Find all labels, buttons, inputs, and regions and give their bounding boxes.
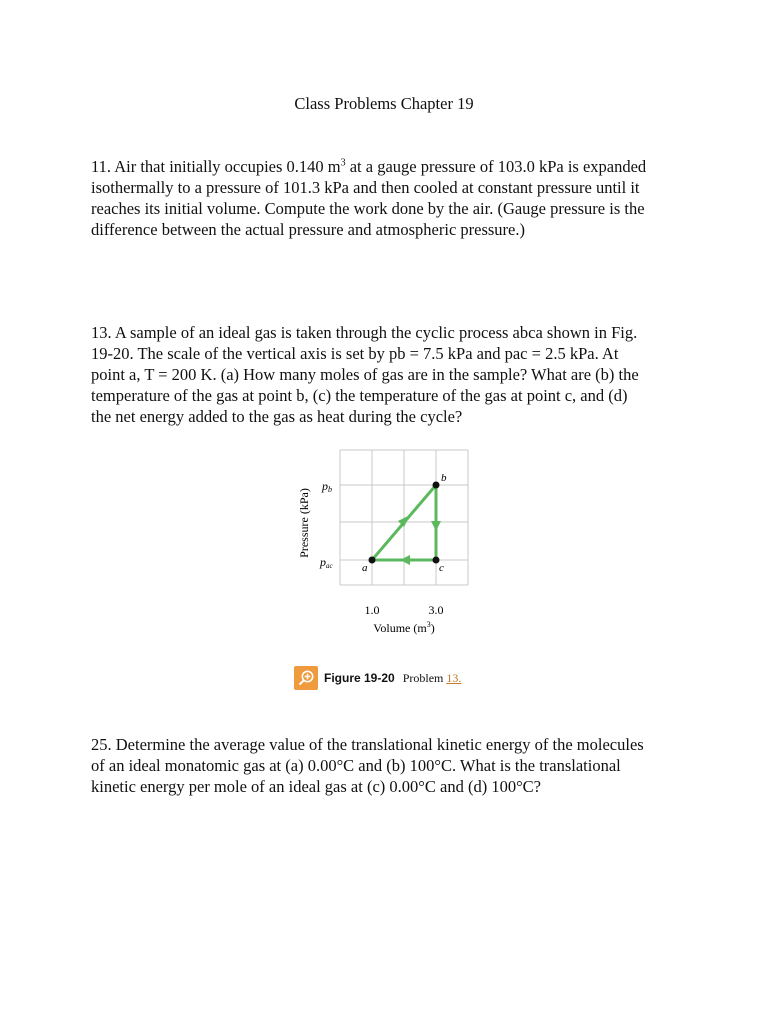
- caption-problem-link[interactable]: 13.: [446, 670, 462, 685]
- grid: [340, 450, 468, 585]
- point-a-label: a: [362, 562, 368, 574]
- ytick-pb: pb: [322, 479, 332, 494]
- xtick-1-0: 1.0: [364, 603, 380, 617]
- point-a-dot: [369, 557, 376, 564]
- figure-19-20: [290, 445, 490, 645]
- arrow-bc-icon: [431, 521, 441, 531]
- point-b-label: b: [441, 472, 447, 484]
- problem-11: [91, 156, 651, 240]
- zoom-in-icon[interactable]: [294, 666, 318, 690]
- arrow-ca-icon: [400, 555, 410, 565]
- point-b-dot: [433, 482, 440, 489]
- caption-problem-label: Problem: [402, 670, 444, 685]
- point-c-label: c: [439, 562, 444, 574]
- y-axis-label: Pressure (kPa): [297, 488, 311, 558]
- ytick-pac: pac: [320, 555, 333, 570]
- magnifier-plus-icon: [297, 669, 315, 687]
- x-axis-label: Volume $(m^3)$: [373, 620, 435, 635]
- pv-diagram: [290, 445, 490, 645]
- caption-figure-label: Figure 19-20: [324, 671, 395, 685]
- figure-caption: [294, 666, 461, 690]
- page-title: Class Problems Chapter 19: [294, 94, 474, 113]
- problem-25: 25. Determine the average value of the translational kinetic energy of the molecules of an ideal monatomic gas at (a) 0.00°C and (b) 100°C. What is the translational kinetic energy per mole of an ideal gas at (c) 0.00°C and (d) 100°C?: [91, 735, 644, 796]
- cubic-superscript: 3: [340, 157, 346, 169]
- problem-13: 13. A sample of an ideal gas is taken through the cyclic process abca shown in Fig. 19-20. The scale of the vertical axis is set by pb = 7.5 kPa and pac = 2.5 kPa. At point a, T = 200 K. (a) How many moles of gas are in the sample? What are (b) the temperature of the gas at point b, (c) the temperature of the gas at point c, and (d) the net energy added to the gas as heat during the cycle?: [91, 323, 639, 426]
- problem-11-text-start: 11. Air that initially occupies 0.140 m: [91, 157, 341, 176]
- problem-11-text-end: at a gauge pressure of 103.0 kPa is expanded isothermally to a pressure of 101.3 kPa and then cooled at constant pressure until it reaches its initial volume. Compute the work done by the air. (Gauge pressure is the difference between the actual pressure and atmospheric pressure.): [91, 157, 647, 239]
- xtick-3-0: 3.0: [428, 603, 444, 617]
